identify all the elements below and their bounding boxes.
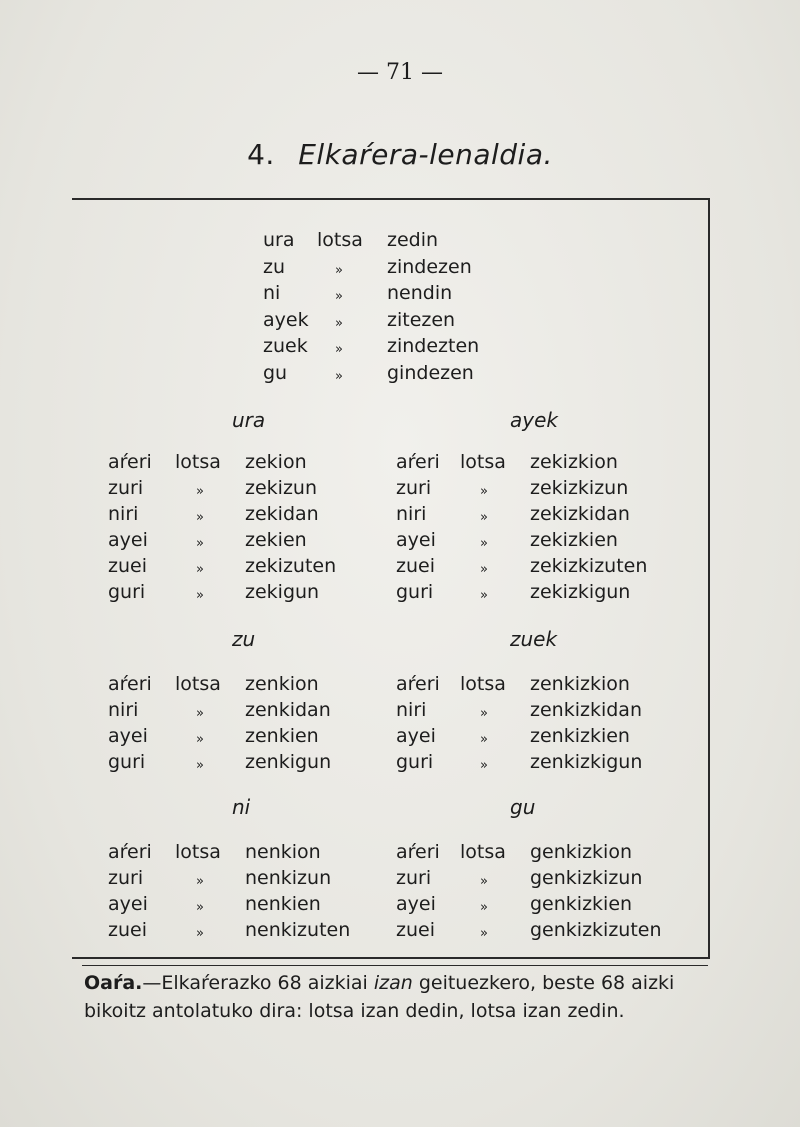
- pronoun: gu: [263, 361, 288, 384]
- pronoun: ayei: [108, 725, 148, 747]
- pronoun: ayek: [263, 308, 309, 331]
- ditto-mark: »: [196, 484, 204, 499]
- verb-form: nenkizuten: [245, 919, 351, 941]
- pronoun: zuek: [263, 335, 308, 357]
- pronoun: niri: [396, 699, 427, 721]
- ditto-mark: »: [196, 588, 204, 603]
- verb-form: zenkion: [245, 673, 319, 695]
- pronoun: aŕeri: [396, 451, 440, 473]
- heading-number: 4.: [247, 138, 275, 171]
- pronoun: ayei: [396, 725, 436, 747]
- verb-form: nenkion: [245, 841, 321, 863]
- section-title-left: ura: [232, 408, 266, 432]
- verb-form: zedin: [387, 229, 439, 251]
- pronoun: zuri: [108, 477, 144, 499]
- verb-form: zekigun: [245, 581, 320, 603]
- pronoun: guri: [108, 751, 146, 773]
- footnote-text-a: —Elkaŕerazko 68 aizkiai: [142, 972, 374, 994]
- pronoun: zuri: [396, 867, 432, 889]
- ditto-mark: »: [196, 510, 204, 525]
- ditto-mark: »: [480, 926, 488, 941]
- pronoun: guri: [396, 751, 434, 773]
- pronoun: zuei: [108, 919, 147, 941]
- verb-form: zekizkien: [530, 529, 618, 551]
- verb-form: zenkizkigun: [530, 751, 643, 773]
- pronoun: zuri: [108, 867, 144, 889]
- pronoun: aŕeri: [108, 673, 152, 695]
- ditto-mark: »: [196, 562, 204, 577]
- pronoun: zuei: [396, 555, 435, 577]
- pronoun: aŕeri: [108, 841, 152, 863]
- footnote-rule: [82, 965, 708, 966]
- verb-form: zekion: [245, 451, 307, 473]
- ditto-mark: »: [480, 874, 488, 889]
- verb-form: zekizuten: [245, 555, 337, 577]
- ditto-mark: »: [480, 484, 488, 499]
- verb-form: zenkidan: [245, 699, 331, 721]
- verb-lotsa: lotsa: [175, 451, 221, 473]
- ditto-mark: »: [480, 588, 488, 603]
- ditto-mark: »: [480, 900, 488, 915]
- verb-lotsa: lotsa: [460, 673, 506, 695]
- pronoun: zu: [263, 255, 286, 278]
- footnote-text-b: geituezkero, beste 68 aizki: [412, 972, 675, 994]
- section-title-left: ni: [232, 795, 251, 819]
- verb-form: gindezen: [387, 361, 474, 384]
- pronoun: aŕeri: [108, 451, 152, 473]
- ditto-mark: »: [480, 536, 488, 551]
- ditto-mark: »: [196, 874, 204, 889]
- verb-form: nenkien: [245, 893, 321, 915]
- ditto-mark: »: [335, 342, 343, 357]
- heading-title: Elkaŕera-lenaldia.: [298, 138, 553, 171]
- verb-form: zitezen: [387, 308, 456, 331]
- verb-form: nenkizun: [245, 867, 332, 889]
- ditto-mark: »: [335, 315, 343, 331]
- verb-form: genkizkien: [530, 893, 633, 915]
- verb-form: genkizkizun: [530, 867, 643, 889]
- pronoun: niri: [108, 699, 139, 721]
- pronoun: aŕeri: [396, 841, 440, 863]
- verb-lotsa: lotsa: [460, 451, 506, 473]
- verb-form: zenkizkien: [530, 725, 630, 747]
- verb-lotsa: lotsa: [317, 229, 363, 251]
- pronoun: ayei: [108, 529, 148, 551]
- chapter-heading: [0, 138, 800, 171]
- verb-form: zindezten: [387, 335, 480, 357]
- page-number: — 71 —: [357, 60, 443, 85]
- ditto-mark: »: [335, 289, 343, 304]
- verb-form: zekidan: [245, 503, 319, 525]
- pronoun: aŕeri: [396, 673, 440, 695]
- verb-form: zenkigun: [245, 751, 332, 773]
- footnote-line-2: bikoitz antolatuko dira: lotsa izan dedin, lotsa izan zedin.: [84, 1000, 625, 1022]
- section-title-left: zu: [232, 627, 256, 651]
- verb-form: genkizkizuten: [530, 919, 662, 941]
- pronoun: guri: [108, 581, 146, 603]
- verb-form: genkizkion: [530, 841, 632, 863]
- section-title-right: gu: [510, 795, 536, 819]
- pronoun: zuei: [108, 555, 147, 577]
- ditto-mark: »: [480, 706, 488, 721]
- verb-lotsa: lotsa: [460, 841, 506, 863]
- ditto-mark: »: [335, 368, 343, 384]
- verb-form: zenkien: [245, 725, 319, 747]
- pronoun: zuei: [396, 919, 435, 941]
- pronoun: niri: [396, 503, 427, 525]
- pronoun: ayei: [108, 893, 148, 915]
- footnote-line-1: [84, 972, 674, 994]
- verb-form: zekizkizuten: [530, 555, 648, 577]
- ditto-mark: »: [335, 262, 343, 278]
- ditto-mark: »: [196, 706, 204, 721]
- verb-form: zekizun: [245, 477, 318, 499]
- ditto-mark: »: [196, 732, 204, 747]
- pronoun: niri: [108, 503, 139, 525]
- ditto-mark: »: [480, 732, 488, 747]
- verb-lotsa: lotsa: [175, 673, 221, 695]
- footnote-label: Oaŕa.: [84, 972, 143, 994]
- verb-form: zekizkigun: [530, 581, 631, 603]
- verb-lotsa: lotsa: [175, 841, 221, 863]
- verb-form: zenkizkion: [530, 673, 630, 695]
- pronoun: guri: [396, 581, 434, 603]
- pronoun: ayei: [396, 529, 436, 551]
- section-title-right: ayek: [510, 408, 558, 432]
- footnote-italic: izan: [373, 972, 413, 994]
- verb-form: zindezen: [387, 255, 472, 278]
- pronoun: ni: [263, 282, 281, 304]
- verb-form: zekizkion: [530, 451, 618, 473]
- ditto-mark: »: [480, 562, 488, 577]
- ditto-mark: »: [196, 536, 204, 551]
- pronoun: ura: [263, 229, 295, 251]
- pronoun: zuri: [396, 477, 432, 499]
- verb-form: zenkizkidan: [530, 699, 642, 721]
- verb-form: nendin: [387, 282, 453, 304]
- verb-form: zekizkizun: [530, 477, 629, 499]
- ditto-mark: »: [196, 900, 204, 915]
- ditto-mark: »: [480, 510, 488, 525]
- verb-form: zekizkidan: [530, 503, 630, 525]
- verb-form: zekien: [245, 529, 307, 551]
- ditto-mark: »: [480, 758, 488, 773]
- ditto-mark: »: [196, 758, 204, 773]
- section-title-right: zuek: [510, 627, 558, 651]
- ditto-mark: »: [196, 926, 204, 941]
- pronoun: ayei: [396, 893, 436, 915]
